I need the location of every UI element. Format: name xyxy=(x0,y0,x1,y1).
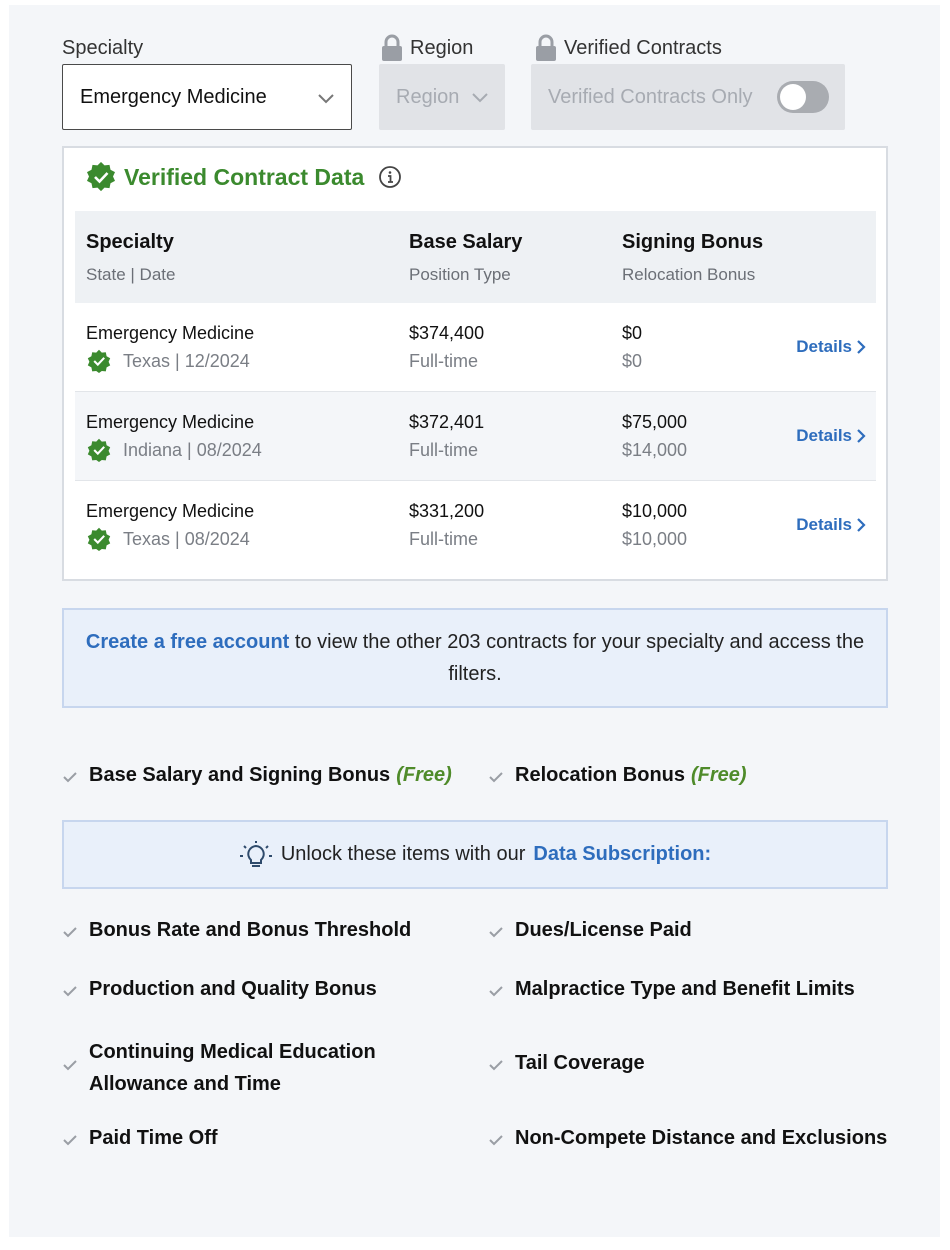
free-tag: (Free) xyxy=(396,764,452,786)
create-account-link[interactable]: Create a free account xyxy=(85,631,290,653)
table-row xyxy=(75,392,876,481)
row-signing-bonus: $75,000 xyxy=(622,412,688,432)
free-feature-label: Relocation Bonus xyxy=(515,764,686,786)
details-link[interactable] xyxy=(796,337,866,357)
verified-badge-icon xyxy=(87,438,111,462)
row-relocation-bonus: $14,000 xyxy=(622,440,688,460)
row-signing-bonus: $0 xyxy=(622,323,643,343)
details-link[interactable] xyxy=(796,426,866,446)
free-tag: (Free) xyxy=(691,764,747,786)
paid-feature-item: Tail Coverage xyxy=(515,1052,645,1074)
row-state-date: Texas | 08/2024 xyxy=(123,529,250,549)
lightbulb-icon xyxy=(239,840,273,870)
header-specialty: Specialty xyxy=(86,231,174,253)
paid-feature-item: Paid Time Off xyxy=(89,1127,218,1149)
row-specialty: Emergency Medicine xyxy=(86,412,255,432)
specialty-select-value: Emergency Medicine xyxy=(80,85,267,108)
check-icon xyxy=(489,985,503,997)
header-signing-bonus: Signing Bonus xyxy=(622,231,764,253)
notice-text: to view the other 203 contracts for your specialty and access the filters. xyxy=(289,631,865,685)
free-feature-label: Base Salary and Signing Bonus xyxy=(89,764,391,786)
row-relocation-bonus: $10,000 xyxy=(622,529,688,549)
check-icon xyxy=(489,1059,503,1071)
specialty-select[interactable] xyxy=(62,64,352,130)
check-icon xyxy=(489,926,503,938)
details-link-text: Details xyxy=(796,515,852,534)
verified-filter-label xyxy=(534,34,722,62)
row-base-salary: $374,400 xyxy=(409,323,485,343)
row-position-type: Full-time xyxy=(409,351,479,371)
row-signing-bonus: $10,000 xyxy=(622,501,688,521)
check-icon xyxy=(63,1059,77,1071)
verified-toggle-label: Verified Contracts Only xyxy=(548,85,753,108)
row-position-type: Full-time xyxy=(409,440,479,460)
row-position-type: Full-time xyxy=(409,529,479,549)
paid-feature-item: Bonus Rate and Bonus Threshold xyxy=(89,919,412,941)
chevron-right-icon xyxy=(856,339,866,355)
row-base-salary: $331,200 xyxy=(409,501,485,521)
region-select-value: Region xyxy=(396,85,460,108)
header-position-type: Position Type xyxy=(409,265,511,284)
region-select[interactable] xyxy=(379,64,505,130)
row-specialty: Emergency Medicine xyxy=(86,501,255,521)
lock-icon xyxy=(380,34,404,62)
create-account-notice xyxy=(62,608,888,708)
details-link[interactable] xyxy=(796,515,866,535)
verified-badge-icon xyxy=(87,349,111,373)
verified-only-toggle[interactable] xyxy=(777,81,829,113)
row-state-date: Indiana | 08/2024 xyxy=(123,440,262,460)
free-feature-item xyxy=(515,764,747,787)
header-state-date: State | Date xyxy=(86,265,176,284)
card-title-text: Verified Contract Data xyxy=(124,163,365,190)
row-base-salary: $372,401 xyxy=(409,412,485,432)
check-icon xyxy=(63,985,77,997)
check-icon xyxy=(489,1134,503,1146)
paid-feature-item: Continuing Medical Education Allowance and Time xyxy=(89,1041,376,1095)
check-icon xyxy=(63,771,77,783)
check-icon xyxy=(63,1134,77,1146)
details-link-text: Details xyxy=(796,426,852,445)
header-base-salary: Base Salary xyxy=(409,231,523,253)
chevron-right-icon xyxy=(856,428,866,444)
table-header xyxy=(75,211,876,303)
specialty-filter-label xyxy=(62,34,143,62)
verified-badge-icon xyxy=(87,527,111,551)
row-state-date: Texas | 12/2024 xyxy=(123,351,250,371)
paid-feature-item: Production and Quality Bonus xyxy=(89,978,377,1000)
check-icon xyxy=(63,926,77,938)
chevron-down-icon xyxy=(317,89,335,107)
unlock-text: Unlock these items with our xyxy=(280,843,526,865)
unlock-banner xyxy=(62,820,888,889)
chevron-down-icon xyxy=(471,88,489,106)
paid-feature-item: Dues/License Paid xyxy=(515,919,692,941)
row-specialty: Emergency Medicine xyxy=(86,323,255,343)
specialty-label-text: Specialty xyxy=(62,36,144,59)
card-title xyxy=(86,162,402,192)
check-icon xyxy=(489,771,503,783)
verified-badge-icon xyxy=(86,162,116,192)
row-relocation-bonus: $0 xyxy=(622,351,643,371)
details-link-text: Details xyxy=(796,337,852,356)
data-subscription-link[interactable]: Data Subscription: xyxy=(533,843,712,865)
lock-icon xyxy=(534,34,558,62)
verified-only-field xyxy=(531,64,845,130)
paid-feature-item: Malpractice Type and Benefit Limits xyxy=(515,978,855,1000)
header-relocation-bonus: Relocation Bonus xyxy=(622,265,756,284)
verified-contracts-card xyxy=(62,146,888,581)
filter-bar xyxy=(62,34,888,134)
chevron-right-icon xyxy=(856,517,866,533)
region-label-text: Region xyxy=(410,36,474,59)
region-filter-label xyxy=(380,34,473,62)
free-feature-item xyxy=(89,764,452,787)
table-row xyxy=(75,303,876,392)
info-icon[interactable] xyxy=(378,165,402,189)
verified-label-text: Verified Contracts xyxy=(564,36,722,59)
paid-feature-item: Non-Compete Distance and Exclusions xyxy=(515,1127,888,1149)
table-row xyxy=(75,481,876,570)
